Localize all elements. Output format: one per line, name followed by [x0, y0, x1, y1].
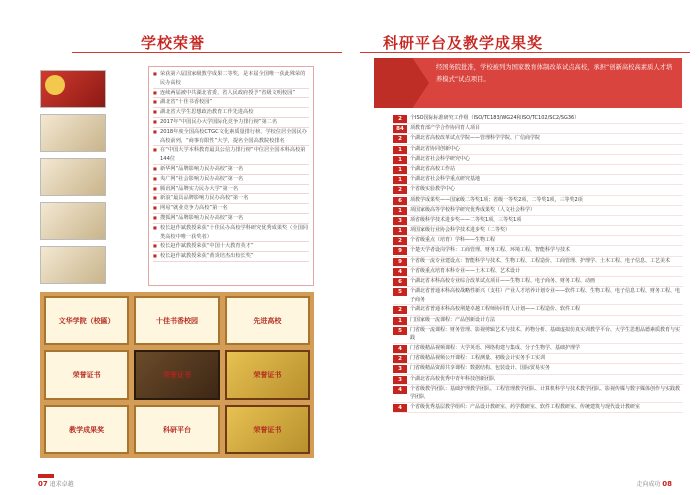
title-divider	[72, 52, 342, 53]
plaque	[134, 405, 219, 454]
list-item	[393, 175, 683, 185]
page-number: 07	[38, 480, 48, 488]
list-item	[393, 114, 683, 124]
list-item: ■ 搜狐网“品牌影响力民办高校”第一名	[153, 214, 309, 224]
list-item	[393, 305, 683, 315]
list-item	[393, 134, 683, 144]
list-item	[393, 236, 683, 246]
achievement-text: 个湖北省本科高校专业综合改革试点项目——生物工程、电子商务、财务工程、动画	[410, 278, 596, 284]
certificate-photo	[40, 70, 106, 108]
list-item: ■ 校长赵作斌教授荣获“十佳民办高校学科研究优秀成果奖（全国同类高校中唯一获奖者）	[153, 224, 309, 243]
certificate-photo	[40, 114, 106, 152]
achievement-text: 项教育部产学合作协同育人项目	[410, 125, 481, 132]
count-badge: 1	[393, 156, 407, 164]
list-item: ■ 校长赵作斌教授荣获“中国十大教育英才”	[153, 242, 309, 252]
count-badge: 5	[393, 288, 407, 296]
list-item: ■ 在“中国大学本科教育最具公信力排行榜”中位居全国本科高校第144位	[153, 146, 309, 165]
achievement-text: 个湖北省高校优秀中青年科技创新团队	[410, 375, 496, 382]
list-item	[393, 246, 683, 256]
plaque-text: 科研平台	[162, 424, 191, 434]
achievement-text: 项教学成果奖——国家级二等奖1项；省级一等奖2项，二等奖1项，三等奖2项	[410, 196, 583, 203]
count-badge: 3	[393, 217, 407, 225]
list-item	[393, 226, 683, 236]
research-title: 科研平台及教学成果奖	[383, 34, 544, 52]
list-item: ■ 校长赵作斌教授荣获“黄炎培杰出校长奖”	[153, 252, 309, 262]
list-item: ■ 新浪“最具品牌影响力民办高校”第一名	[153, 194, 309, 204]
right-page	[350, 0, 700, 495]
count-badge: 4	[393, 386, 407, 394]
list-item: ■ 央广网“社会影响力民办高校”第一名	[153, 175, 309, 185]
count-badge: 4	[393, 268, 407, 276]
list-item	[393, 326, 683, 344]
list-item: ■ 2018年度全国高校CTGC文化素质量排行榜、学校位居全国民办高校前列，“商事有限性”大学，提名全国高教院校排名	[153, 128, 309, 147]
page-footer	[38, 479, 74, 488]
achievement-text: 个ISO国际标准研究工作组（ISO/TC183/WG24和ISO/TC102/SC2/SG36）	[410, 115, 580, 121]
achievement-text: 个湖北省协同创新中心	[410, 145, 461, 152]
page-footer	[636, 479, 672, 488]
achievement-text: 个省级实验教学中心	[410, 186, 456, 193]
count-badge: 2	[393, 115, 407, 123]
achievement-text: 个湖北省高校改革试点学院——管理科学学院、广信商学院	[410, 135, 541, 142]
plaque-text: 教学成果奖	[69, 424, 105, 434]
achievement-text: 项国家级高等学校科学研究优秀成果奖（人文社会科学）	[410, 206, 536, 213]
list-item	[393, 196, 683, 206]
list-item	[393, 385, 683, 403]
plaque-text: 十佳书香校园	[155, 316, 198, 326]
title-divider	[360, 52, 690, 53]
list-item	[393, 267, 683, 277]
intro-text: 经国务院批准，学校被列为国家教育体制改革试点高校，承担“创新高校高素质人才培养模式”试点项目。	[436, 64, 673, 83]
list-item	[393, 124, 683, 134]
list-item: ■ 湖北省“十佳书香校园”	[153, 98, 309, 108]
list-item	[393, 277, 683, 287]
list-item	[393, 287, 683, 305]
count-badge: 1	[393, 176, 407, 184]
achievement-text: 项国家级行业协会科学技术进步奖（二等奖）	[410, 227, 511, 234]
list-item	[393, 316, 683, 326]
page-number: 08	[662, 480, 672, 488]
count-badge: 4	[393, 404, 407, 412]
count-badge: 2	[393, 186, 407, 194]
count-badge: 2	[393, 237, 407, 245]
plaque-text: 荣誉证书	[253, 370, 282, 380]
count-badge: 6	[393, 278, 407, 286]
count-badge: 2	[393, 135, 407, 143]
certificate-photo	[40, 202, 106, 240]
list-item	[393, 155, 683, 165]
count-badge: 5	[393, 327, 407, 335]
achievement-text: 个省级重点培育本科专业——土木工程、艺术设计	[410, 267, 521, 274]
plaque-text: 荣誉证书	[162, 370, 191, 380]
count-badge: 3	[393, 376, 407, 384]
count-badge: 2	[393, 306, 407, 314]
count-badge: 1	[393, 227, 407, 235]
list-item	[393, 216, 683, 226]
footer-text: 走向成功	[636, 481, 661, 488]
plaque	[225, 350, 310, 399]
achievement-text: 个湖北省高校工作站	[410, 165, 456, 172]
honors-list	[148, 66, 314, 286]
achievement-text: 门省级精品资源共享课程：数据结构、包装设计、国际贸易实务	[410, 365, 551, 372]
achievement-text: 个湖北省社会科学重点研究基地	[410, 176, 481, 183]
count-badge: 6	[393, 197, 407, 205]
achievement-text: 个湖北省普通本科高校荆楚卓越工程师协同育人计划——工程造价、软件工程	[410, 306, 581, 313]
plaque-wall	[40, 292, 314, 458]
achievement-text: 个省级重点（培育）学科——生物工程	[410, 237, 496, 244]
arrow-icon	[374, 58, 429, 108]
achievement-text: 个省级一流专业建设点：智能科学与技术、生物工程、工程造价、工商管理、护理学、土木工程、电子信息、工艺美术	[410, 257, 671, 264]
count-badge: 1	[393, 207, 407, 215]
achievement-text: 个省级优秀基层教学组织：产品设计教研室、药学教研室、软件工程教研室、传统建筑与现代设计教研室	[410, 403, 641, 410]
achievement-text: 个湖北省社会科学研究中心	[410, 155, 471, 162]
list-item	[393, 344, 683, 354]
emblem-icon	[45, 75, 65, 95]
plaque	[44, 350, 129, 399]
list-item	[393, 145, 683, 155]
plaque-text: 文华学院（校匾）	[58, 316, 115, 326]
plaque-text: 荣誉证书	[253, 424, 282, 434]
list-item: ■ 网易“就业竞争力高校”第一名	[153, 204, 309, 214]
list-item	[393, 403, 683, 413]
list-item	[393, 257, 683, 267]
list-item	[393, 375, 683, 385]
plaque	[225, 405, 310, 454]
honors-title: 学校荣誉	[141, 34, 206, 52]
list-item: ■ 新华网“品牌影响力民办高校”第一名	[153, 165, 309, 175]
achievement-text: 门省级精品视频课程：大学英语、网络构建与集成、分子生物学、基础护理学	[410, 344, 581, 351]
achievement-text: 门国家级一流课程：产品创新设计方法	[410, 316, 496, 323]
list-item	[393, 165, 683, 175]
count-badge: 1	[393, 166, 407, 174]
list-item: ■ 湖北省大学生思想政治教育工作先进高校	[153, 108, 309, 118]
list-item: ■ 腾讯网“品牌实力民办大学”第一名	[153, 185, 309, 195]
honor-photo-column	[40, 70, 140, 292]
footer-text: 追求卓越	[49, 481, 74, 488]
list-item	[393, 354, 683, 364]
plaque	[225, 296, 310, 345]
plaque	[134, 296, 219, 345]
footer-accent	[38, 474, 54, 478]
list-item	[393, 206, 683, 216]
intro-banner	[374, 58, 682, 108]
count-badge: 84	[393, 125, 407, 133]
plaque	[44, 296, 129, 345]
trophy-photo	[40, 158, 106, 196]
plaque-text: 荣誉证书	[72, 370, 101, 380]
achievement-text: 个省级教学团队：基础护理教学团队、工程管理教学团队、计算机科学与技术教学团队、影视传媒与数字媒体创作与实践教学团队	[410, 385, 681, 401]
count-badge: 1	[393, 146, 407, 154]
count-badge: 3	[393, 365, 407, 373]
list-item	[393, 185, 683, 195]
achievement-text: 门省级一流课程：财务管理、影视剪辑艺术与技术、药物分析、基础虚拟仿真实训教学平台、大学生思想品德素质教育与实践	[410, 326, 681, 342]
achievement-text: 个楚天学者设岗学科：工商管理、财务工程、环境工程、智能科学与技术	[410, 247, 571, 254]
plaque-text: 先进高校	[253, 316, 282, 326]
count-badge: 4	[393, 345, 407, 353]
list-item	[393, 364, 683, 374]
certificate-photo	[40, 246, 106, 284]
count-badge: 9	[393, 247, 407, 255]
achievement-list	[393, 114, 683, 413]
count-badge: 2	[393, 355, 407, 363]
plaque	[134, 350, 219, 399]
achievement-text: 个湖北省普通本科高校战略性新兴（支柱）产业人才培养计划专业——软件工程、生物工程、电子信息工程、财务工程、电子商务	[410, 288, 681, 303]
count-badge: 9	[393, 258, 407, 266]
list-item: ■ 荣获第六届国家级教学成果二等奖，是本届全国唯一获此殊荣的民办高校	[153, 70, 309, 89]
count-badge: 1	[393, 317, 407, 325]
achievement-text: 项省级科学技术进步奖——二等奖1项，三等奖1项	[410, 216, 522, 223]
list-item: ■ 2017年“中国民办大学国际化竞争力排行榜”第二名	[153, 118, 309, 128]
achievement-text: 门省级精品视频公开课程：工程测量、初级会计实务手工实训	[410, 355, 546, 362]
plaque	[44, 405, 129, 454]
list-item: ■ 连续两届被中共湖北省委、省人民政府授予“省级文明校园”	[153, 89, 309, 99]
